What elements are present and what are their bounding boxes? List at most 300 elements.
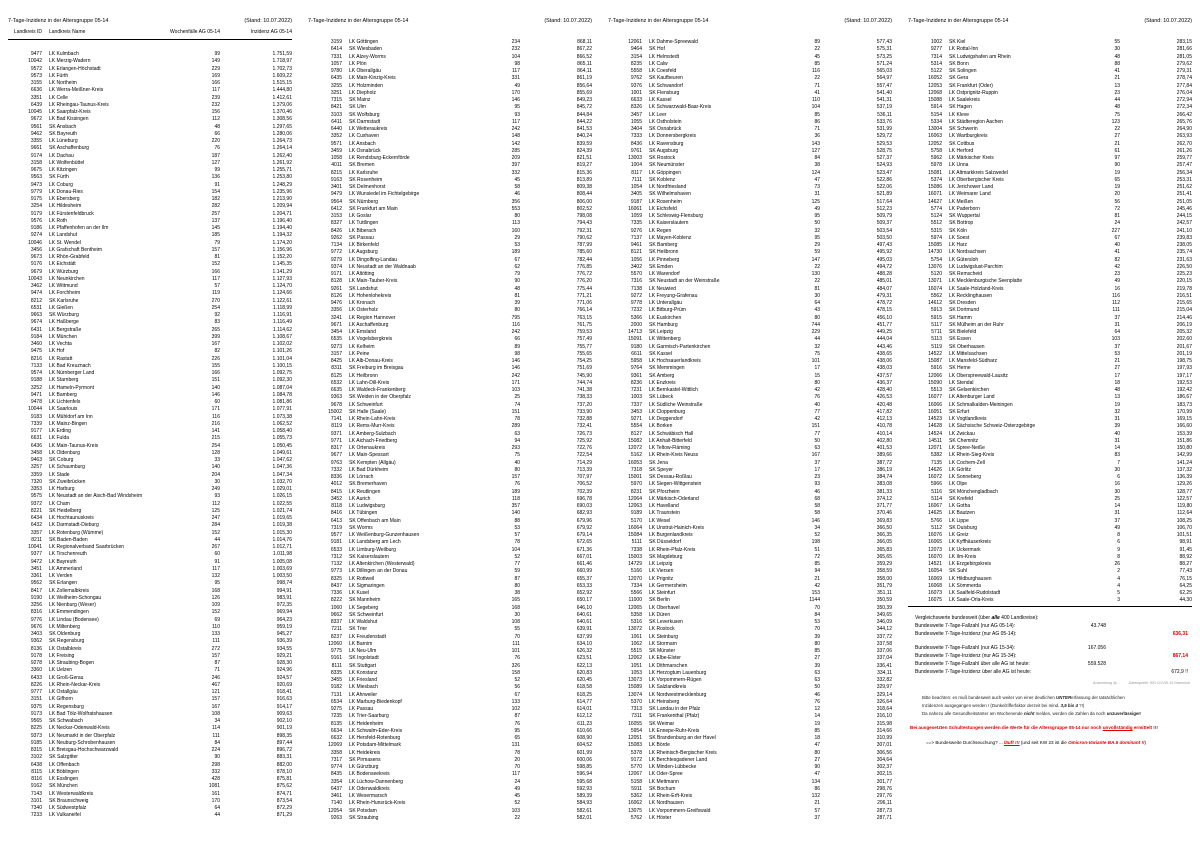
district-id: 9175 — [30, 196, 42, 202]
table-row — [8, 370, 292, 377]
weekly-cases: 73 — [814, 184, 820, 190]
district-id: 4012 — [330, 481, 342, 488]
weekly-cases: 22 — [1114, 126, 1120, 132]
district-name: SK Bayreuth — [49, 130, 78, 137]
district-name: LK Odenwaldkreis — [349, 785, 390, 792]
weekly-cases: 22 — [514, 814, 520, 821]
incidence-value: 484,07 — [876, 285, 892, 292]
district-id: 13003 — [628, 155, 642, 161]
district-name: LK Schwalm-Eder-Kreis — [349, 727, 403, 734]
table-row — [308, 800, 592, 807]
incidence-value: 918,41 — [276, 689, 292, 695]
district-id: 5316 — [630, 619, 642, 625]
district-name: LK Schmalkalden-Meiningen — [949, 401, 1013, 408]
incidence-value: 62,25 — [1179, 590, 1192, 596]
weekly-cases: 41 — [1114, 68, 1120, 74]
district-id: 7132 — [330, 561, 342, 567]
weekly-cases: 34 — [214, 718, 220, 724]
incidence-value: 1.047,62 — [272, 457, 292, 463]
district-id: 9177 — [30, 428, 42, 434]
incidence-value: 337,72 — [876, 633, 892, 640]
weekly-cases: 285 — [511, 147, 520, 154]
district-name: SK Landshut — [349, 285, 378, 292]
weekly-cases: 70 — [514, 633, 520, 640]
district-name: SK Würzburg — [49, 312, 79, 318]
table-row — [308, 706, 592, 713]
incidence-value: 1.003,50 — [272, 573, 292, 579]
table-row — [8, 631, 292, 638]
inzidenz-1534-line — [908, 652, 1192, 660]
incidence-value: 436,37 — [876, 379, 892, 386]
table-row — [908, 423, 1192, 430]
district-name: LK Zwickau — [949, 430, 975, 437]
table-row — [908, 329, 1192, 336]
incidence-value: 864,11 — [577, 68, 592, 74]
table-row — [308, 692, 592, 699]
table-row — [308, 655, 592, 662]
district-id: 7337 — [630, 401, 642, 408]
district-id: 15003 — [628, 553, 642, 560]
district-table-column-1 — [8, 18, 292, 838]
incidence-value: 170,99 — [1176, 408, 1192, 415]
district-id: 12070 — [628, 575, 642, 582]
incidence-value: 64,25 — [1179, 582, 1192, 589]
table-row — [908, 409, 1192, 416]
district-id: 14626 — [928, 466, 942, 473]
incidence-value: 1.196,40 — [272, 217, 292, 224]
district-name: SK Darmstadt — [349, 118, 381, 125]
weekly-cases: 77 — [514, 561, 520, 567]
district-id: 3455 — [330, 677, 342, 683]
weekly-cases: 76 — [514, 481, 520, 488]
district-name: LK Anhalt-Bitterfeld — [649, 437, 692, 444]
district-id: 10046 — [28, 239, 42, 246]
district-name: SK Mönchengladbach — [949, 488, 998, 495]
district-name: LK Waldshut — [349, 619, 378, 625]
table-row — [608, 460, 892, 467]
weekly-cases: 103 — [511, 807, 520, 814]
incidence-value: 934,55 — [276, 645, 292, 652]
district-id: 3257 — [30, 464, 42, 471]
table-row — [608, 162, 892, 169]
incidence-value: 235,74 — [1176, 249, 1192, 256]
weekly-cases: 57 — [214, 283, 220, 289]
weekly-cases: 229 — [211, 65, 220, 72]
incidence-value: 575,31 — [876, 46, 892, 53]
district-id: 9262 — [330, 234, 342, 241]
district-name: LK Südliche Weinstraße — [649, 401, 703, 408]
district-id: 5911 — [631, 785, 642, 792]
weekly-cases: 60 — [214, 399, 220, 405]
incidence-value: 601,99 — [576, 749, 592, 756]
weekly-cases: 249 — [211, 486, 220, 492]
district-id: 8236 — [630, 379, 642, 386]
weekly-cases: 17 — [814, 466, 820, 473]
district-id: 14523 — [928, 416, 942, 422]
incidence-value: 119,80 — [1177, 503, 1192, 509]
district-name: LK Trier-Saarburg — [349, 713, 389, 720]
weekly-cases: 27 — [814, 655, 820, 662]
incidence-value: 582,01 — [576, 814, 592, 821]
weekly-cases: 93 — [814, 481, 820, 488]
district-id: 9679 — [30, 268, 42, 275]
table-row — [308, 489, 592, 496]
district-id: 8116 — [31, 776, 42, 782]
weekly-cases: 220 — [211, 138, 220, 144]
district-name: LK Waldeck-Frankenberg — [349, 387, 406, 393]
weekly-cases: 31 — [814, 191, 820, 198]
district-name: LK Märkischer Kreis — [949, 155, 994, 161]
table-row — [608, 663, 892, 670]
district-id: 3101 — [30, 797, 42, 804]
district-id: 6533 — [330, 546, 342, 553]
district-name: LK Schaumburg — [49, 464, 85, 471]
incidence-value: 283,15 — [1176, 39, 1192, 45]
district-name: LK Augsburg — [349, 249, 378, 256]
incidence-value: 332,82 — [876, 677, 892, 683]
incidence-value: 219,78 — [1176, 285, 1192, 292]
incidence-value: 618,58 — [576, 684, 592, 691]
weekly-cases: 146 — [511, 358, 520, 364]
incidence-value: 1.073,38 — [272, 413, 292, 420]
table-row — [8, 696, 292, 703]
incidence-value: 197,17 — [1176, 372, 1192, 379]
district-name: LK Havelland — [649, 503, 679, 509]
district-name: LK Aschaffenburg — [349, 321, 389, 328]
incidence-value: 350,59 — [876, 597, 892, 604]
incidence-value: 614,01 — [576, 706, 592, 712]
district-name: LK Erlangen-Höchstadt — [49, 65, 101, 72]
district-name: LK Hersfeld-Rotenburg — [349, 735, 401, 741]
district-id: 1058 — [330, 155, 342, 161]
district-id: 9761 — [630, 147, 642, 154]
incidence-value: 529,53 — [876, 140, 892, 147]
weekly-cases: 33 — [214, 457, 220, 463]
table-row — [308, 286, 592, 293]
weekly-cases: 157 — [211, 696, 220, 703]
stand-date: (Stand: 10.07.2022) — [844, 18, 892, 24]
table-row — [608, 721, 892, 728]
inzidenz-alle-label: Bundesweite 7-Tage-Inzidenz über alle AG ist heute: — [915, 669, 1032, 676]
weekly-cases: 247 — [211, 515, 220, 521]
district-id: 9362 — [30, 638, 42, 645]
table-row — [308, 648, 592, 655]
district-id: 6534 — [330, 698, 342, 705]
table-row — [308, 808, 592, 815]
incidence-value: 266,42 — [1176, 111, 1192, 118]
weekly-cases: 167 — [211, 703, 220, 710]
table-row — [308, 97, 592, 104]
incidence-value: 1.297,65 — [272, 123, 292, 130]
incidence-value: 326,64 — [876, 698, 892, 705]
incidence-value: 527,37 — [876, 155, 892, 161]
table-row — [908, 452, 1192, 459]
weekly-cases: 117 — [512, 771, 520, 778]
weekly-cases: 14 — [1114, 445, 1120, 451]
district-name: LK Deggendorf — [649, 416, 683, 422]
incidence-value: 920,69 — [276, 681, 292, 688]
incidence-value: 690,03 — [576, 503, 592, 509]
incidence-value: 763,15 — [576, 314, 592, 321]
weekly-cases: 91 — [214, 558, 220, 565]
incidence-value: 573,25 — [876, 53, 892, 60]
weekly-cases: 67 — [1114, 234, 1120, 241]
fallzahl-1534-value: 167.056 — [1087, 644, 1106, 651]
district-id: 5913 — [930, 307, 942, 314]
district-id: 9274 — [30, 232, 42, 239]
incidence-value: 370,46 — [876, 510, 892, 517]
incidence-value: 972,35 — [276, 602, 292, 608]
district-id: 16073 — [928, 590, 942, 596]
district-id: 5914 — [930, 104, 942, 111]
district-id: 12062 — [628, 655, 642, 662]
table-row — [608, 648, 892, 655]
incidence-value: 1.204,71 — [272, 210, 292, 217]
district-id: 9780 — [330, 68, 342, 74]
weekly-cases: 46 — [814, 691, 820, 698]
table-row — [608, 199, 892, 206]
incidence-value: 790,62 — [576, 234, 592, 241]
district-name: SK Coburg — [49, 457, 74, 463]
district-name: SK Krefeld — [949, 495, 973, 502]
weekly-cases: 57 — [814, 807, 820, 814]
incidence-value: 91,45 — [1179, 546, 1192, 553]
district-name: SK Magdeburg — [649, 553, 683, 560]
weekly-cases: 168 — [511, 604, 520, 611]
district-name: LK Barnim — [349, 640, 373, 647]
incidence-value: 428,40 — [876, 387, 892, 393]
table-row — [908, 460, 1192, 467]
weekly-cases: 90 — [1114, 162, 1120, 169]
table-row — [608, 257, 892, 264]
weekly-cases: 272 — [211, 645, 220, 652]
table-row — [308, 104, 592, 111]
weekly-cases: 67 — [514, 256, 520, 263]
incidence-value: 646,10 — [576, 604, 592, 611]
table-row — [608, 228, 892, 235]
weekly-cases: 38 — [814, 162, 820, 169]
district-id: 8335 — [330, 669, 342, 676]
weekly-cases: 108 — [211, 710, 220, 717]
weekly-cases: 78 — [514, 749, 520, 756]
weekly-cases: 140 — [211, 464, 220, 471]
table-row — [308, 228, 592, 235]
district-name: LK Friesland — [349, 677, 378, 683]
incidence-value: 141,24 — [1176, 459, 1192, 466]
incidence-value: 1.412,61 — [272, 94, 292, 101]
incidence-value: 281,05 — [1176, 53, 1192, 60]
district-name: SK Rostock — [649, 155, 676, 161]
district-name: LK Herford — [949, 147, 974, 154]
table-row — [308, 779, 592, 786]
table-row — [908, 394, 1192, 401]
weekly-cases: 127 — [211, 159, 220, 166]
district-id: 3403 — [30, 631, 42, 637]
weekly-cases: 87 — [514, 713, 520, 720]
district-name: LK Görlitz — [949, 466, 971, 473]
weekly-cases: 37 — [1114, 343, 1120, 350]
district-name: SK Mülheim an der Ruhr — [949, 321, 1004, 328]
weekly-cases: 65 — [514, 735, 520, 741]
weekly-cases: 94 — [814, 568, 820, 575]
district-name: LK Wetteraukreis — [349, 126, 388, 132]
table-row — [608, 68, 892, 75]
table-row — [8, 240, 292, 247]
weekly-cases: 229 — [811, 329, 820, 335]
district-id: 9472 — [30, 558, 42, 565]
table-row — [308, 351, 592, 358]
incidence-value: 369,83 — [876, 517, 892, 524]
district-id: 15081 — [928, 169, 942, 176]
incidence-value: 640,61 — [576, 619, 592, 625]
district-name: SK Amberg — [649, 372, 675, 379]
district-id: 3151 — [30, 696, 42, 703]
district-id: 5558 — [630, 68, 642, 74]
table-row — [908, 525, 1192, 532]
weekly-cases: 332 — [211, 768, 220, 775]
district-name: SK Solingen — [949, 68, 977, 74]
district-name: LK Starnberg — [49, 377, 79, 384]
district-id: 16053 — [628, 459, 642, 466]
weekly-cases: 85 — [814, 60, 820, 67]
incidence-value: 874,71 — [276, 790, 292, 797]
incidence-value: 614,77 — [576, 698, 592, 705]
district-id: 3355 — [30, 138, 42, 144]
table-row — [608, 112, 892, 119]
table-row — [608, 815, 892, 822]
district-id: 9476 — [330, 300, 342, 306]
incidence-value: 1.049,61 — [272, 449, 292, 456]
district-name: LK Fulda — [49, 435, 70, 442]
district-id: 6413 — [330, 517, 342, 524]
weekly-cases: 48 — [214, 123, 220, 130]
weekly-cases: 94 — [514, 437, 520, 444]
table-row — [8, 399, 292, 406]
district-id: 9474 — [30, 290, 42, 297]
incidence-value: 924,96 — [276, 667, 292, 674]
table-row — [608, 402, 892, 409]
weekly-cases: 57 — [514, 532, 520, 538]
weekly-cases: 158 — [511, 669, 520, 676]
district-name: SK Duisburg — [949, 524, 978, 531]
table-row — [8, 805, 292, 812]
table-row — [308, 358, 592, 365]
table-row — [608, 684, 892, 691]
district-name: LK Passau — [349, 706, 374, 712]
district-name: LK Plön — [349, 60, 367, 67]
district-name: SK Heidelberg — [49, 507, 82, 514]
weekly-cases: 3 — [1117, 597, 1120, 604]
weekly-cases: 114 — [212, 725, 220, 732]
incidence-value: 722,76 — [576, 445, 592, 451]
district-name: LK Wittmund — [49, 283, 78, 289]
table-row — [308, 750, 592, 757]
district-name: SK Potsdam — [349, 807, 377, 814]
district-name: SK Schweinfurt — [349, 611, 384, 618]
district-name: LK Ostholstein — [649, 118, 682, 125]
incidence-value: 438,06 — [876, 358, 892, 364]
table-row — [8, 566, 292, 573]
district-name: SK Cottbus — [949, 140, 975, 147]
incidence-value: 667,01 — [576, 553, 592, 560]
district-name: LK Siegen-Wittgenstein — [649, 481, 702, 488]
weekly-cases: 140 — [511, 510, 520, 517]
district-name: LK Ravensburg — [649, 140, 684, 147]
table-row — [908, 554, 1192, 561]
weekly-cases: 111 — [512, 640, 520, 647]
incidence-value: 924,57 — [276, 674, 292, 681]
table-row — [608, 191, 892, 198]
district-name: LK Ansbach — [349, 140, 376, 147]
incidence-value: 821,51 — [576, 155, 592, 161]
district-name: LK Herzogtum Lauenburg — [649, 669, 707, 676]
weekly-cases: 37 — [1114, 517, 1120, 524]
incidence-value: 337,58 — [876, 640, 892, 647]
incidence-value: 1.370,46 — [272, 109, 292, 115]
incidence-value: 896,72 — [276, 747, 292, 753]
table-row — [8, 80, 292, 87]
district-name: SK Straubing — [349, 814, 379, 821]
district-id: 9674 — [30, 319, 42, 326]
district-id: 9675 — [30, 167, 42, 173]
district-id: 8416 — [330, 510, 342, 517]
table-row — [908, 300, 1192, 307]
district-id: 8311 — [331, 365, 342, 372]
district-name: SK Frankenthal (Pfalz) — [649, 713, 700, 720]
table-row — [908, 104, 1192, 111]
inzidenz-alle-line — [908, 668, 1192, 676]
district-id: 1056 — [630, 256, 642, 263]
district-id: 3356 — [330, 307, 342, 314]
district-name: LK Hohenlohekreis — [349, 292, 392, 299]
weekly-cases: 30 — [814, 292, 820, 299]
weekly-cases: 119 — [212, 290, 220, 297]
table-row — [908, 228, 1192, 235]
weekly-cases: 157 — [511, 474, 520, 480]
weekly-cases: 86 — [814, 118, 820, 125]
table-row — [8, 341, 292, 348]
weekly-cases: 19 — [1114, 184, 1120, 190]
weekly-cases: 116 — [812, 68, 820, 74]
table-row — [8, 428, 292, 435]
table-row — [608, 612, 892, 619]
column-2-header — [308, 18, 592, 25]
district-name: LK Oldenburg — [49, 449, 80, 456]
table-row — [608, 242, 892, 249]
table-row — [8, 551, 292, 558]
district-id: 7133 — [30, 362, 42, 369]
weekly-cases: 49 — [1114, 524, 1120, 531]
weekly-cases: 15 — [814, 372, 820, 379]
header-rule — [8, 39, 292, 40]
district-name: LK Soest — [949, 234, 970, 241]
district-name: LK Neustadt an der Aisch-Bad Windsheim — [49, 493, 143, 500]
district-id: 9277 — [930, 46, 942, 53]
district-name: LK Kyffhäuserkreis — [949, 539, 991, 546]
table-row — [908, 489, 1192, 496]
district-id: 6437 — [330, 785, 342, 792]
district-id: 8121 — [630, 249, 642, 256]
weekly-cases: 19 — [1114, 169, 1120, 176]
district-name: LK Freyung-Grafenau — [649, 292, 698, 299]
district-name: LK Ortenaukreis — [349, 445, 386, 451]
incidence-value: 214,46 — [1176, 314, 1192, 321]
table-row — [908, 365, 1192, 372]
incidence-value: 401,53 — [876, 445, 892, 451]
weekly-cases: 79 — [214, 239, 220, 246]
table-row — [308, 699, 592, 706]
district-id: 14628 — [928, 423, 942, 430]
